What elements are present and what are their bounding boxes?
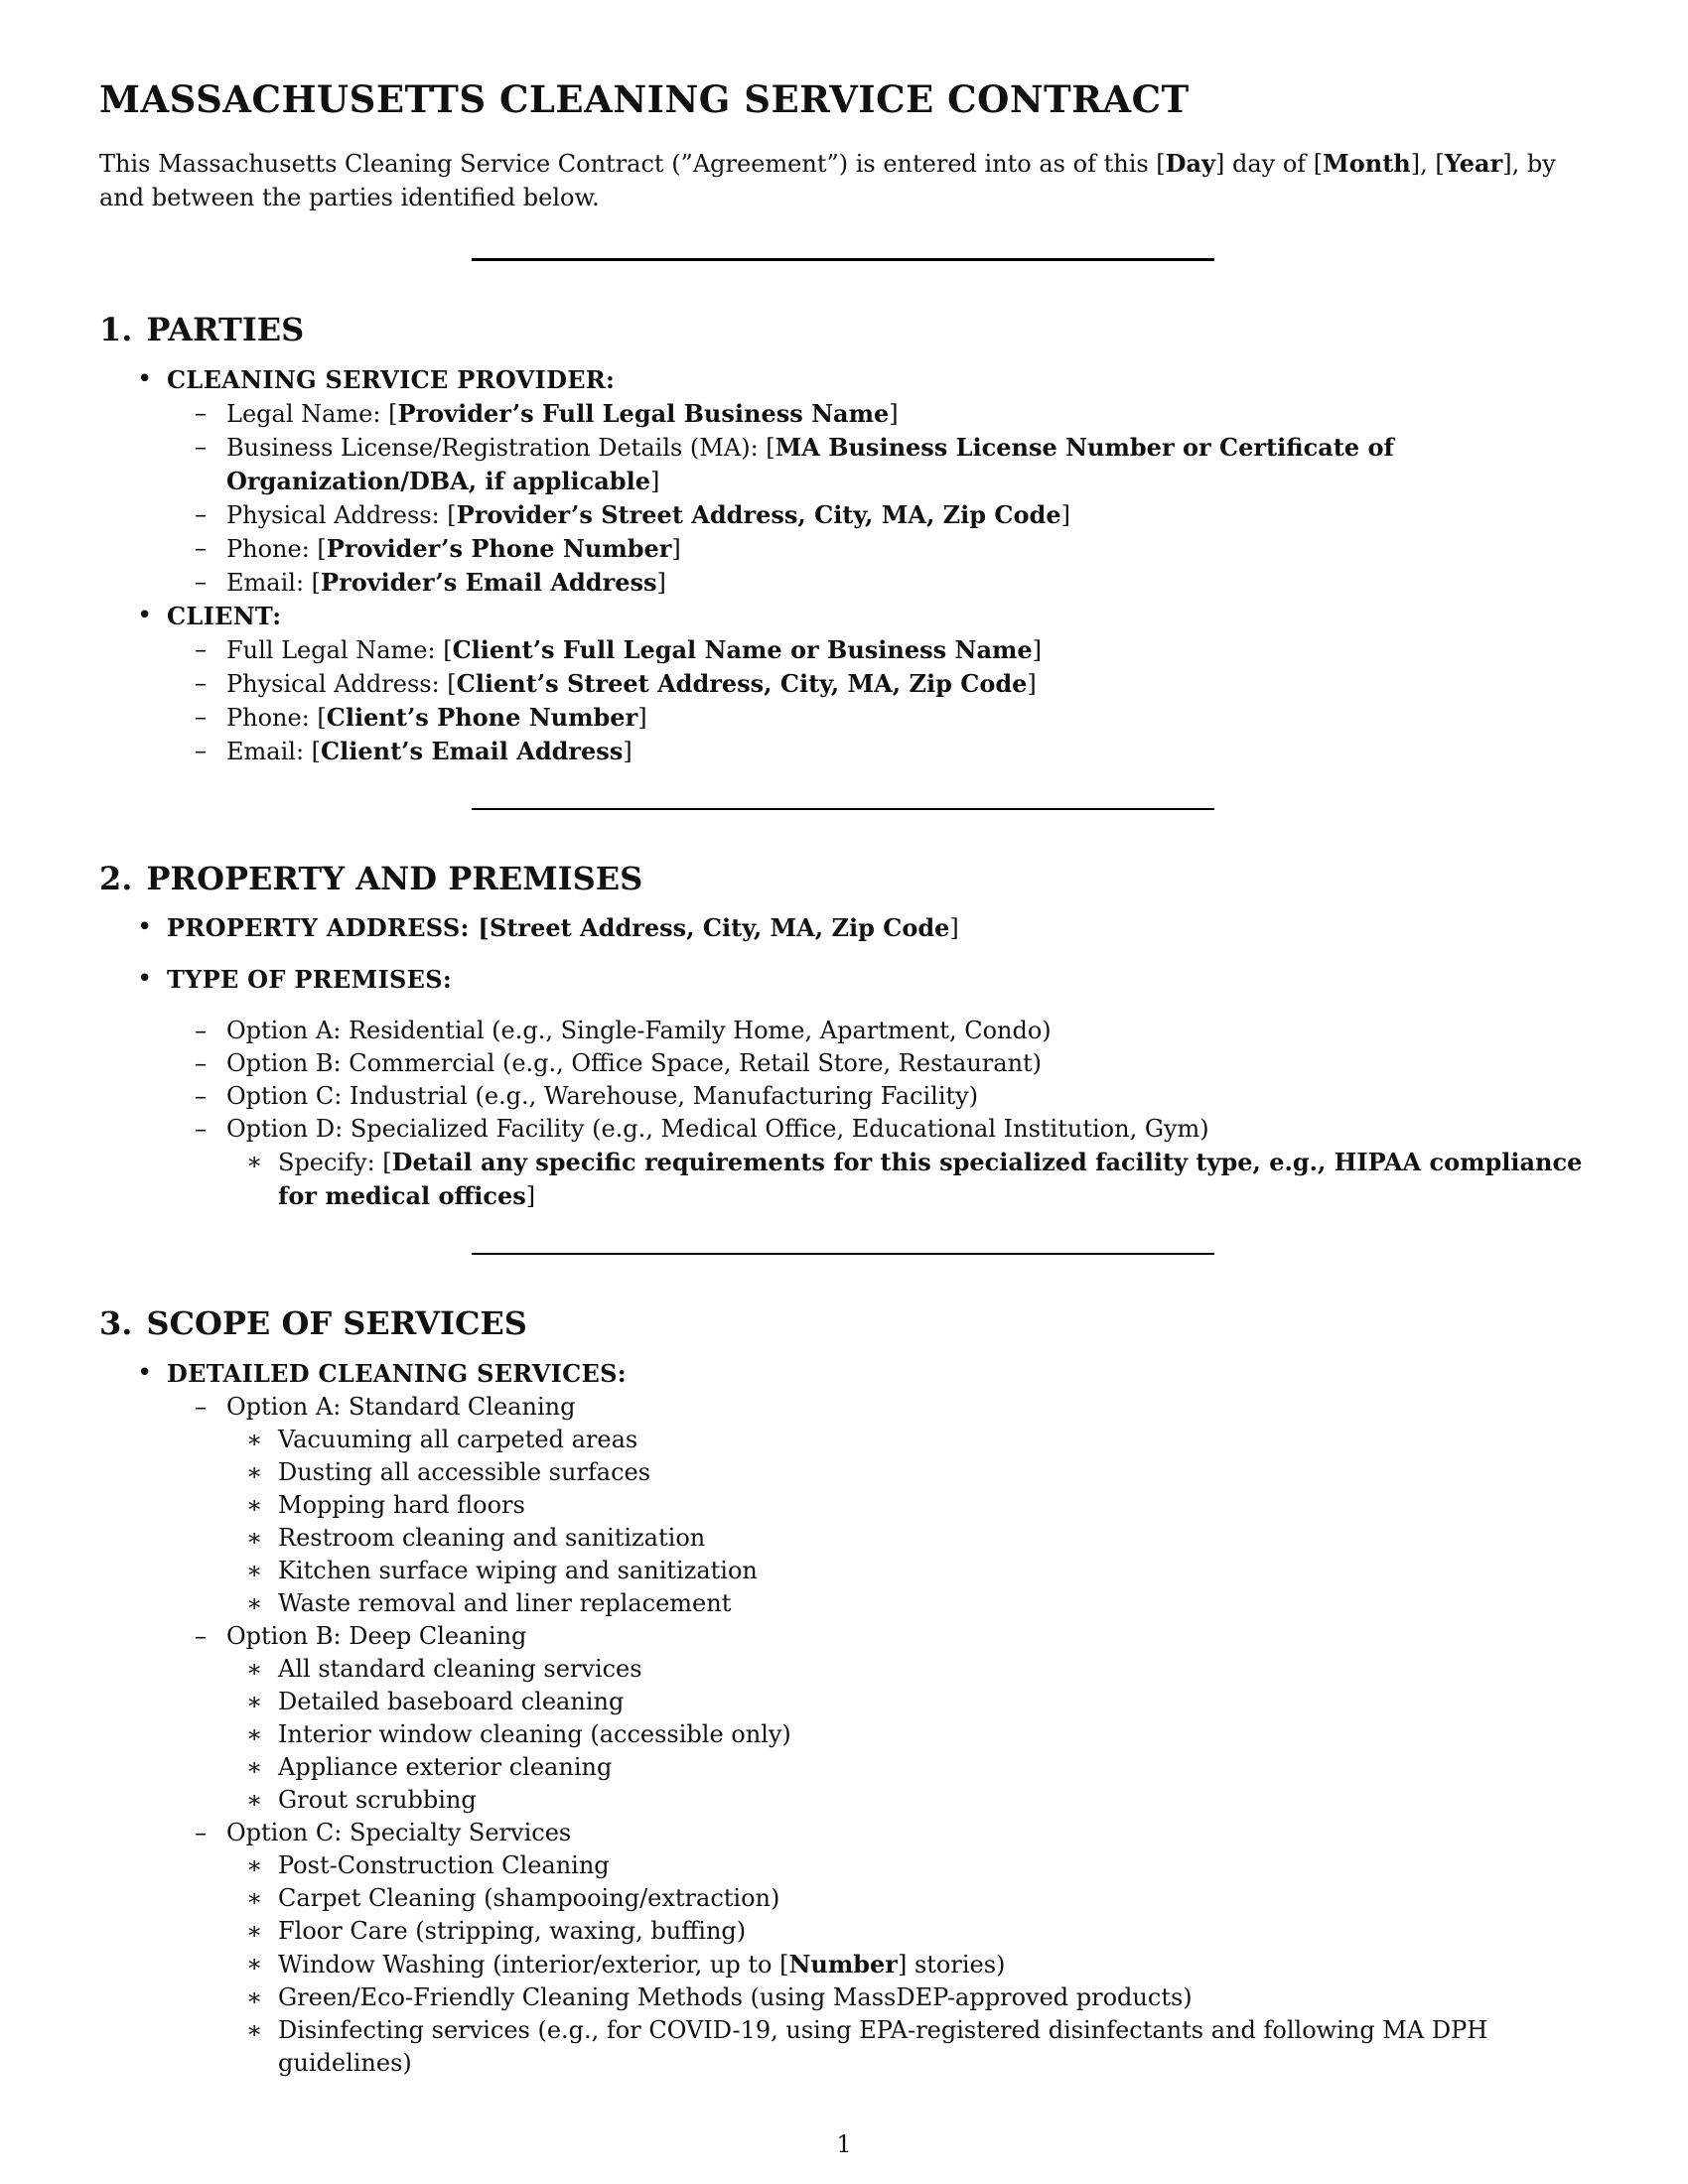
option-a-standard: – Option A: Standard Cleaning ∗ Vacuuming all carpeted areas ∗ Dusting all accessible surfaces ∗ Mopping hard floors ∗ Restroom cleaning and sanitization ∗ Kitchen surface wiping and sanitization ∗ Waste removal and liner replacement (167, 1391, 1589, 1620)
list-item: ∗ Mopping hard floors (226, 1489, 1589, 1522)
scope-list (99, 1357, 1589, 2080)
detailed-services-item: • DETAILED CLEANING SERVICES: – Option A: Standard Cleaning ∗ Vacuuming all carpeted areas ∗ Dusting all accessible surfaces ∗ Mopping hard floors ∗ Restroom cleaning and sanitization ∗ Kitchen surface wiping and sanitization ∗ Waste removal and liner replacement – Option B: Deep Cleaning ∗ All standard cleaning services ∗ Detailed baseboard cleaning ∗ Interior window cleaning (accessible only) ∗ Appliance exterior cleaning ∗ Grout scrubbing – Option C: Specialty Services ∗ Post-Construction Cleaning ∗ Carpet Cleaning (shampooing/extraction) ∗ Floor Care (stripping, waxing, buffing) ∗ Window Washing (interior/exterior, up to [Number] stories) ∗ Green/Eco-Friendly Cleaning Methods (using MassDEP-approved products) ∗ Disinfecting services (e.g., for COVID-19, using EPA-registered disinfectants and following MA DPH guidelines) (99, 1357, 1589, 2080)
provider-address: – Physical Address: [Provider’s Street Address, City, MA, Zip Code] (167, 498, 1589, 532)
page-number: 1 (836, 2130, 852, 2158)
list-item: ∗ Restroom cleaning and sanitization (226, 1522, 1589, 1555)
list-item: ∗ Carpet Cleaning (shampooing/extraction) (226, 1882, 1589, 1915)
provider-email: – Email: [Provider’s Email Address] (167, 566, 1589, 600)
list-item: ∗ Waste removal and liner replacement (226, 1587, 1589, 1620)
section-heading-parties: 1. PARTIES (99, 311, 305, 349)
client-item: • CLIENT: – Full Legal Name: [Client’s Full Legal Name or Business Name] – Physical Address: [Client’s Street Address, City, MA, Zip Code] – Phone: [Client’s Phone Number] – Email: [Client’s Email Address] (99, 600, 1589, 768)
premises-option-b: – Option B: Commercial (e.g., Office Space, Retail Store, Restaurant) (167, 1047, 1589, 1080)
premises-type-item: • TYPE OF PREMISES: – Option A: Residential (e.g., Single-Family Home, Apartment, Condo) – Option B: Commercial (e.g., Office Space, Retail Store, Restaurant) – Option C: Industrial (e.g., Warehouse, Manufacturing Facility) – Option D: Specialized Facility (e.g., Medical Office, Educational Institution, Gym) ∗ Specify: [Detail any specific requirements for this specialized facility type, e.g., HIPAA compliance for medical offices] (99, 963, 1589, 1213)
list-item: ∗ Floor Care (stripping, waxing, buffing) (226, 1915, 1589, 1948)
option-c-specialty: – Option C: Specialty Services ∗ Post-Construction Cleaning ∗ Carpet Cleaning (shampooing/extraction) ∗ Floor Care (stripping, waxing, buffing) ∗ Window Washing (interior/exterior, up to [Number] stories) ∗ Green/Eco-Friendly Cleaning Methods (using MassDEP-approved products) ∗ Disinfecting services (e.g., for COVID-19, using EPA-registered disinfectants and following MA DPH guidelines) (167, 1817, 1589, 2080)
property-list (99, 911, 1589, 1213)
premises-option-d: – Option D: Specialized Facility (e.g., Medical Office, Educational Institution, Gym) ∗ Specify: [Detail any specific requirements for this specialized facility type, e.g., HIPAA compliance for medical offices] (167, 1113, 1589, 1213)
list-item: ∗ Vacuuming all carpeted areas (226, 1424, 1589, 1456)
parties-list (99, 363, 1589, 768)
list-item: ∗ Appliance exterior cleaning (226, 1751, 1589, 1784)
property-address-item: • PROPERTY ADDRESS: [Street Address, City, MA, Zip Code] (99, 911, 1589, 945)
section-heading-scope: 3. SCOPE OF SERVICES (99, 1304, 527, 1343)
list-item: ∗ Dusting all accessible surfaces (226, 1456, 1589, 1489)
list-item: ∗ Disinfecting services (e.g., for COVID-19, using EPA-registered disinfectants and following MA DPH guidelines) (226, 2014, 1589, 2080)
provider-license: – Business License/Registration Details (MA): [MA Business License Number or Certificate of Organization/DBA, if applicable] (167, 431, 1589, 498)
provider-phone: – Phone: [Provider’s Phone Number] (167, 532, 1589, 566)
client-phone: – Phone: [Client’s Phone Number] (167, 701, 1589, 735)
premises-option-a: – Option A: Residential (e.g., Single-Family Home, Apartment, Condo) (167, 1015, 1589, 1047)
list-item: ∗ Grout scrubbing (226, 1784, 1589, 1817)
client-legal-name: – Full Legal Name: [Client’s Full Legal Name or Business Name] (167, 633, 1589, 667)
list-item: ∗ Post-Construction Cleaning (226, 1849, 1589, 1882)
divider (472, 258, 1214, 261)
list-item: ∗ Kitchen surface wiping and sanitization (226, 1555, 1589, 1587)
premises-option-c: – Option C: Industrial (e.g., Warehouse, Manufacturing Facility) (167, 1080, 1589, 1113)
client-email: – Email: [Client’s Email Address] (167, 735, 1589, 768)
day-placeholder: Day (1165, 149, 1215, 179)
specialized-specify: ∗ Specify: [Detail any specific requirements for this specialized facility type, e.g., HIPAA compliance for medical offices] (226, 1146, 1589, 1213)
option-b-deep: – Option B: Deep Cleaning ∗ All standard cleaning services ∗ Detailed baseboard cleaning ∗ Interior window cleaning (accessible only) ∗ Appliance exterior cleaning ∗ Grout scrubbing (167, 1620, 1589, 1817)
intro-paragraph: This Massachusetts Cleaning Service Contract (”Agreement”) is entered into as of this [Day] day of [Month], [Year], by and between the parties identified below. (99, 149, 1556, 212)
divider (472, 1253, 1214, 1255)
window-washing-item: ∗ Window Washing (interior/exterior, up to [Number] stories) (226, 1948, 1589, 1981)
list-item: ∗ Green/Eco-Friendly Cleaning Methods (using MassDEP-approved products) (226, 1981, 1589, 2014)
year-placeholder: Year (1444, 149, 1503, 179)
section-heading-property: 2. PROPERTY AND PREMISES (99, 859, 643, 897)
divider (472, 808, 1214, 810)
client-address: – Physical Address: [Client’s Street Address, City, MA, Zip Code] (167, 667, 1589, 701)
list-item: ∗ All standard cleaning services (226, 1653, 1589, 1686)
provider-legal-name: – Legal Name: [Provider’s Full Legal Business Name] (167, 397, 1589, 431)
document-title: MASSACHUSETTS CLEANING SERVICE CONTRACT (99, 77, 1190, 121)
month-placeholder: Month (1323, 149, 1411, 179)
list-item: ∗ Detailed baseboard cleaning (226, 1686, 1589, 1718)
provider-item: • CLEANING SERVICE PROVIDER: – Legal Name: [Provider’s Full Legal Business Name] – Business License/Registration Details (MA): [MA Business License Number or Certificate of Organization/DBA, if applicable] – Physical Address: [Provider’s Street Address, City, MA, Zip Code] – Phone: [Provider’s Phone Number] – Email: [Provider’s Email Address] (99, 363, 1589, 600)
list-item: ∗ Interior window cleaning (accessible only) (226, 1718, 1589, 1751)
contract-page (99, 77, 1589, 2080)
